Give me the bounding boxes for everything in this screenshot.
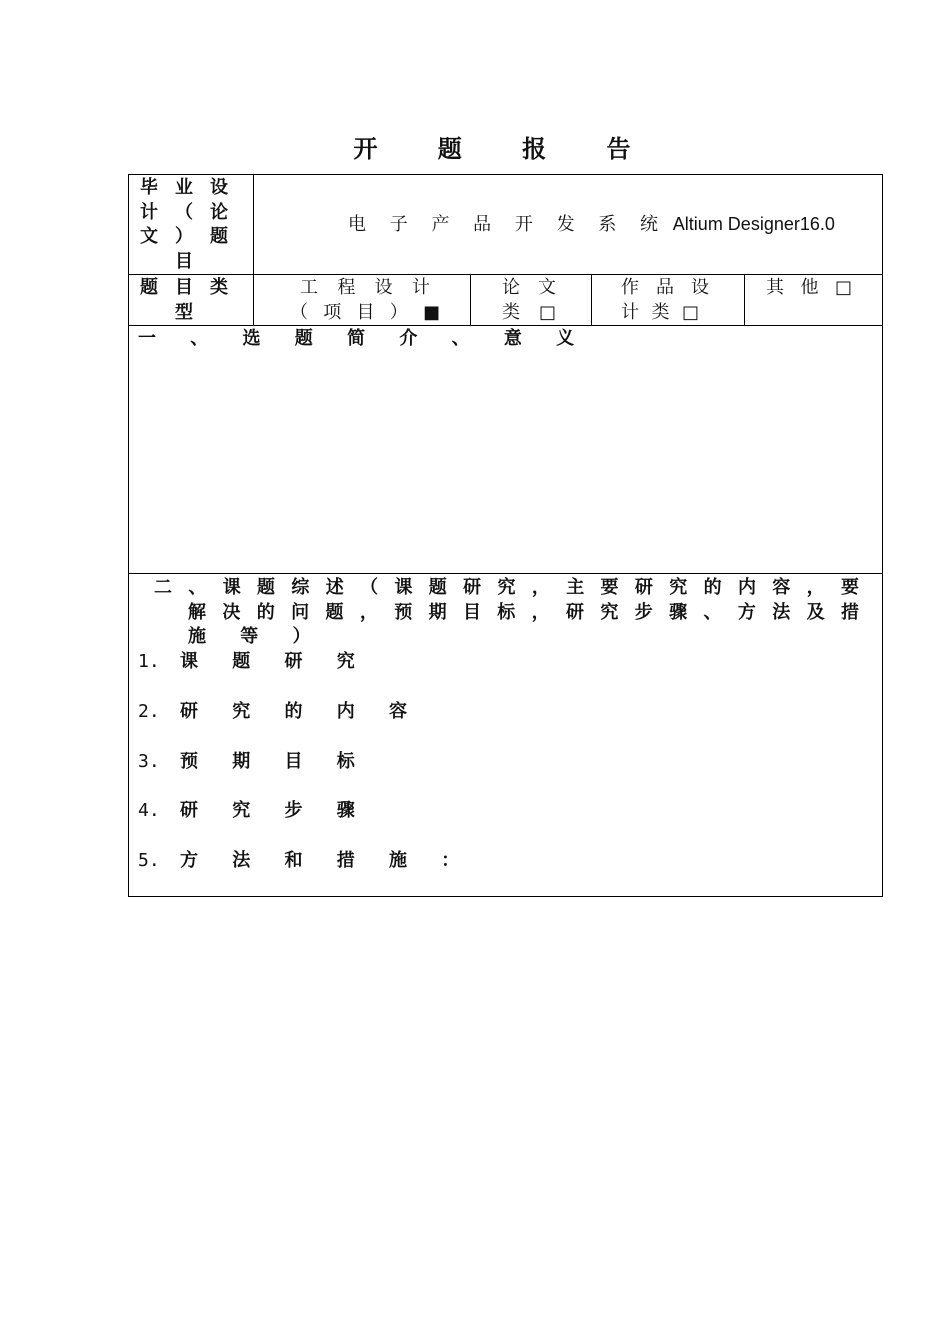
topic-label-line-3: 文 ） 题 xyxy=(140,226,228,247)
thesis-line-1: 论 文 xyxy=(502,277,556,298)
type-label xyxy=(140,276,228,325)
col-divider-work xyxy=(744,274,745,325)
row-divider-section1 xyxy=(128,573,883,574)
work-line-1: 作 品 设 xyxy=(621,277,709,298)
section2-item-1: 1. 课 题 研 究 xyxy=(138,651,369,672)
type-option-other[interactable]: 其 他 □ xyxy=(766,277,852,298)
type-option-work[interactable] xyxy=(621,276,709,325)
topic-value-cn: 电 子 产 品 开 发 系 统 xyxy=(348,214,668,235)
section2-item-3: 3. 预 期 目 标 xyxy=(138,751,369,772)
row-divider-type xyxy=(128,325,883,326)
type-label-line-1: 题 目 类 xyxy=(140,277,228,298)
section1-heading: 一 、 选 题 简 介 、 意 义 xyxy=(138,328,589,349)
section2-heading xyxy=(154,576,859,650)
col-divider-thesis xyxy=(591,274,592,325)
row-divider-topic xyxy=(128,274,883,275)
engineering-line-2: （ 项 目 ） ■ xyxy=(290,301,440,323)
topic-value xyxy=(348,212,868,238)
topic-label xyxy=(140,176,228,274)
col-divider-label xyxy=(253,174,254,325)
section2-item-5: 5. 方 法 和 措 施 ： xyxy=(138,850,474,871)
section2-heading-line-2: 解 决 的 问 题 ， 预 期 目 标 ， 研 究 步 骤 、 方 法 及 措 xyxy=(188,601,859,623)
section2-heading-line-3: 施 等 ） xyxy=(188,626,325,647)
col-divider-engineering xyxy=(470,274,471,325)
topic-label-line-1: 毕 业 设 xyxy=(140,177,228,198)
section2-item-2: 2. 研 究 的 内 容 xyxy=(138,701,422,722)
section2-item-4: 4. 研 究 步 骤 xyxy=(138,800,369,821)
work-line-2: 计 类 □ xyxy=(621,301,699,323)
topic-label-line-4: 目 xyxy=(175,250,193,272)
topic-label-line-2: 计 （ 论 xyxy=(140,201,228,223)
type-option-engineering[interactable] xyxy=(290,276,440,325)
engineering-line-1: 工 程 设 计 xyxy=(300,277,430,298)
page-title: 开 题 报 告 xyxy=(353,135,657,163)
section2-heading-line-1: 二 、 课 题 综 述 （ 课 题 研 究 ， 主 要 研 究 的 内 容 ， 要 xyxy=(154,577,859,598)
topic-value-en: Altium Designer16.0 xyxy=(672,214,835,234)
type-label-line-2: 型 xyxy=(175,301,193,323)
type-option-thesis[interactable] xyxy=(502,276,556,325)
thesis-line-2: 类 □ xyxy=(502,301,556,323)
